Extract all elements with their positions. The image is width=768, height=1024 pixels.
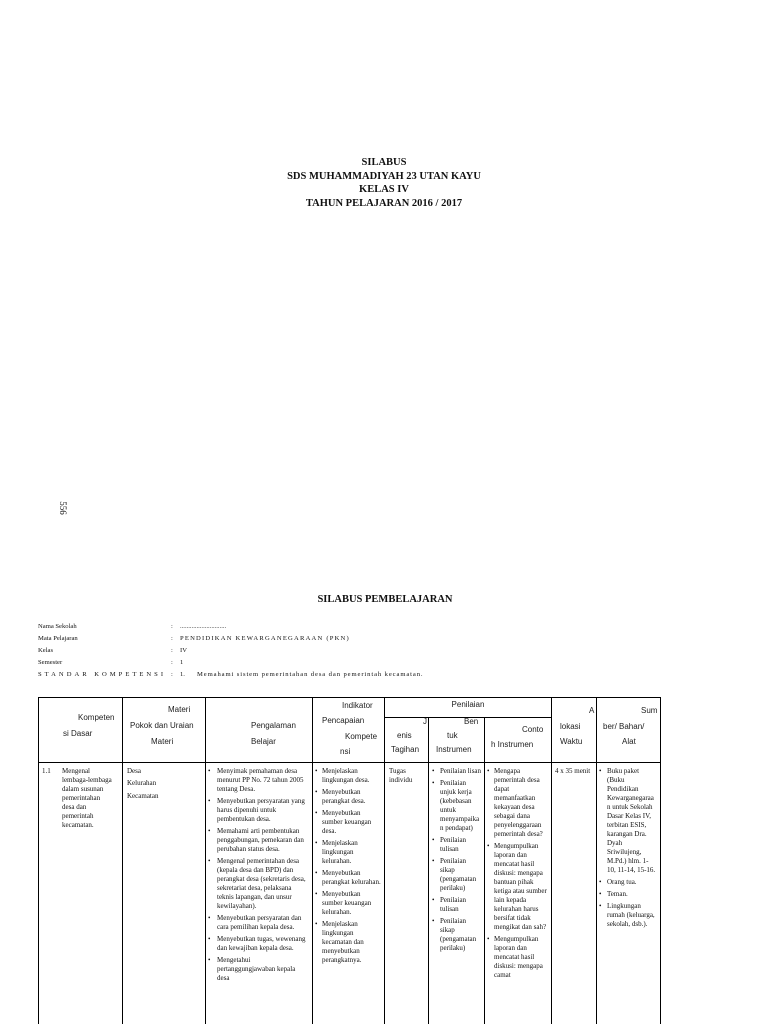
header-materi (123, 698, 205, 761)
materi-item: Desa (127, 766, 141, 775)
header-line: Materi (151, 737, 174, 746)
info-row-nama-sekolah (38, 621, 558, 633)
header-line: Instrumen (436, 745, 472, 754)
section-title: SILABUS PEMBELAJARAN (317, 594, 453, 605)
info-label: Mata Pelajaran (38, 635, 78, 642)
cell-kompetensi-dasar (39, 763, 122, 1024)
header-line: enis (397, 731, 412, 740)
indikator-item: • Menyebutkan sumber keuangan kelurahan. (315, 890, 381, 917)
pengalaman-belajar-item: • Menyebutkan persyaratan dan cara pemilihan kepala desa. (208, 914, 308, 932)
header-line: lokasi (560, 721, 581, 731)
header-jenis-tagihan (385, 718, 428, 762)
header-contoh-instrumen (485, 718, 551, 762)
header-line: A (589, 706, 595, 715)
materi-item: Kelurahan (127, 779, 157, 787)
info-value: 1 (180, 659, 184, 666)
info-value: IV (180, 647, 187, 654)
indikator-item: • Menyebutkan perangkat desa. (315, 788, 381, 806)
bentuk-instrumen-item: • Penilaian tulisan (432, 836, 482, 854)
header-line: Kompeten (78, 713, 115, 722)
bentuk-instrumen-item: • Penilaian sikap (pengamatan perilaku) (432, 857, 482, 893)
pengalaman-belajar-item: • Mengetahui pertanggungjawaban kepala desa (208, 956, 308, 983)
document-title (0, 156, 768, 211)
info-label: Semester (38, 659, 63, 666)
title-line-3: KELAS IV (359, 184, 409, 196)
title-line-1: SILABUS (361, 157, 407, 168)
header-line: Waktu (560, 737, 583, 746)
pengalaman-belajar-item: • Memahami arti pembentukan penggabungan, pemekaran dan perubahan status desa. (208, 827, 308, 854)
indikator-item: • Menyebutkan sumber keuangan desa. (315, 809, 381, 836)
cell-sumber (597, 763, 660, 1024)
header-line: tuk (447, 731, 458, 740)
info-block (38, 621, 558, 681)
title-line-4: TAHUN PELAJARAN 2016 / 2017 (305, 198, 463, 210)
kompetensi-dasar-number: 1.1 (42, 766, 51, 775)
title-line-2: SDS MUHAMMADIYAH 23 UTAN KAYU (287, 170, 481, 182)
indikator-item: • Menjelaskan lingkungan kelurahan. (315, 839, 381, 866)
indikator-item: • Menjelaskan lingkungan kecamatan dan menyebutkan perangkatnya. (315, 920, 381, 965)
header-line: Tagihan (391, 745, 420, 754)
standar-kompetensi-text: Memahami sistem pemerintahan desa dan pemerintah kecamatan. (197, 671, 424, 678)
bentuk-instrumen-list (432, 767, 482, 953)
header-line: si Dasar (63, 729, 93, 738)
pengalaman-belajar-item: • Menyebutkan tugas, wewenang dan kewajiban kepala desa. (208, 935, 308, 953)
info-row-mata-pelajaran (38, 633, 558, 645)
header-line: Belajar (251, 737, 276, 746)
header-line: ber/ Bahan/ (603, 721, 645, 731)
sumber-list (599, 767, 657, 929)
bentuk-instrumen-item: • Penilaian unjuk kerja (kebebasan untuk menyampaikan pendapat) (432, 779, 482, 833)
info-label: Nama Sekolah (38, 623, 77, 630)
header-line: Sum (641, 706, 658, 715)
info-row-semester (38, 657, 558, 669)
header-bentuk-instrumen (429, 718, 484, 762)
info-separator: : (171, 671, 173, 678)
pengalaman-belajar-item: • Menyimak pemahaman desa menurut PP No. 72 tahun 2005 tentang Desa. (208, 767, 308, 794)
bentuk-instrumen-item: • Penilaian lisan (432, 767, 482, 776)
header-kompetensi-dasar (39, 698, 122, 761)
contoh-instrumen-item: • Mengapa pemerintah desa dapat memanfaatkan kekayaan desa sebagai dana penyelenggaraan pemerintah desa? (487, 767, 549, 839)
sumber-item: • Buku paket (Buku Pendidikan Kewarganegaraan untuk Sekolah Dasar Kelas IV, terbitan ESIS, karangan Dra. Dyah Sriwilujeng, M.Pd.) hlm. 1-10, 11-14, 15-16. (599, 767, 657, 875)
pengalaman-belajar-list (208, 767, 308, 983)
sumber-item: • Lingkungan rumah (keluarga, sekolah, dsb.). (599, 902, 657, 929)
alokasi-waktu-text: 4 x 35 menit (555, 766, 591, 775)
indikator-list (315, 767, 381, 965)
jenis-tagihan-text: Tugas individu (389, 766, 413, 784)
cell-contoh-instrumen (485, 763, 551, 1024)
info-label: Kelas (38, 647, 54, 654)
sumber-item: • Orang tua. (599, 878, 657, 887)
contoh-instrumen-item: • Mengumpulkan laporan dan mencatat hasil diskusi: mengapa bantuan pihak ketiga atau sumber lain kepada kelurahan harus bersifat tidak mengikat dan sah? (487, 842, 549, 932)
info-separator: : (171, 635, 173, 642)
pengalaman-belajar-item: • Mengenal pemerintahan desa (kepala desa dan BPD) dan perangkat desa (sekretaris desa, sekretariat desa, pelaksana teknis lapangan, dan unsur kewilayahan). (208, 857, 308, 911)
header-line: Conto (522, 724, 544, 734)
header-line: nsi (340, 746, 351, 756)
indikator-item: • Menyebutkan perangkat kelurahan. (315, 869, 381, 887)
indikator-item: • Menjelaskan lingkungan desa. (315, 767, 381, 785)
page-number: 556 (58, 501, 68, 515)
cell-pengalaman-belajar (206, 763, 312, 1024)
cell-jenis-tagihan (385, 763, 428, 1024)
cell-materi (123, 763, 205, 1024)
info-value: ............................ (180, 623, 227, 630)
header-pengalaman-belajar (206, 698, 312, 761)
header-line: Alat (622, 737, 636, 746)
header-penilaian: Penilaian (451, 700, 485, 709)
header-alokasi-waktu (552, 698, 596, 761)
header-line: h Instrumen (491, 739, 534, 749)
header-line: Materi (168, 705, 191, 714)
header-indikator (313, 698, 384, 761)
contoh-instrumen-list (487, 767, 549, 980)
standar-kompetensi-number: 1. (180, 671, 185, 678)
info-row-kelas (38, 645, 558, 657)
materi-item: Kecamatan (127, 791, 159, 800)
cell-bentuk-instrumen (429, 763, 484, 1024)
bentuk-instrumen-item: • Penilaian sikap (pengamatan perilaku) (432, 917, 482, 953)
info-label: STANDAR KOMPETENSI (38, 671, 167, 678)
header-line: Pokok dan Uraian (130, 721, 194, 730)
header-line: Pengalaman (251, 721, 296, 730)
sumber-item: • Teman. (599, 890, 657, 899)
info-row-standar-kompetensi (38, 669, 558, 681)
header-sumber (597, 698, 660, 761)
header-line: J (423, 717, 427, 726)
cell-alokasi-waktu (552, 763, 596, 1024)
info-separator: : (171, 623, 173, 630)
header-line: Kompete (345, 731, 378, 741)
contoh-instrumen-item: • Mengumpulkan laporan dan mencatat hasil diskusi: mengapa camat (487, 935, 549, 980)
header-line: Pencapaian (322, 716, 365, 726)
info-separator: : (171, 659, 173, 666)
info-value: PENDIDIKAN KEWARGANEGARAAN (PKN) (180, 635, 350, 642)
header-line: Indikator (342, 701, 373, 710)
pengalaman-belajar-item: • Menyebutkan persyaratan yang harus dipenuhi untuk pembentukan desa. (208, 797, 308, 824)
kompetensi-dasar-text: Mengenal lembaga-lembaga dalam susunan pemerintahan desa dan pemerintah kecamatan. (62, 766, 112, 829)
kompetensi-dasar-entry (42, 767, 118, 830)
info-separator: : (171, 647, 173, 654)
bentuk-instrumen-item: • Penilaian tulisan (432, 896, 482, 914)
cell-indikator (313, 763, 384, 1024)
header-line: Ben (464, 717, 479, 726)
